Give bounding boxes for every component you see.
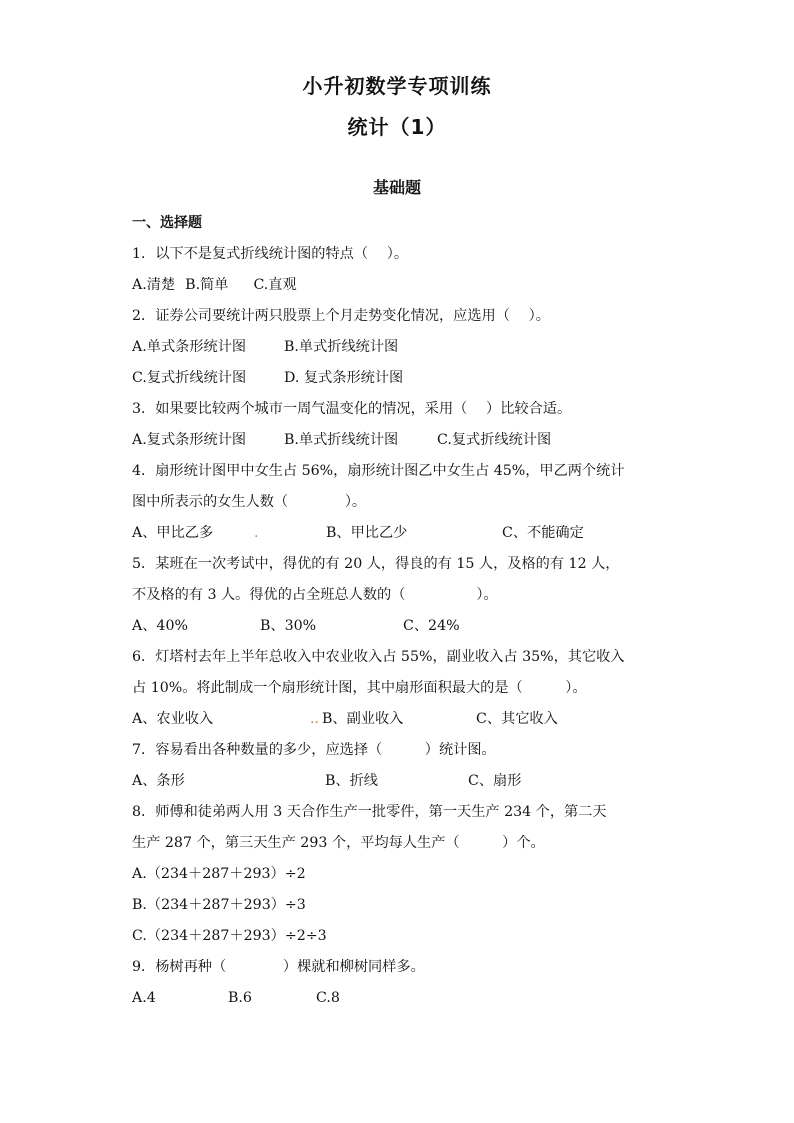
option-a: A、甲比乙多 <box>132 525 214 541</box>
page-subtitle: 统计（1） <box>347 115 447 139</box>
question-6-stem-line-2: 占 10%。将此制成一个扇形统计图，其中扇形面积最大的是（ ）。 <box>132 680 587 696</box>
question-4-options <box>132 518 672 549</box>
category-heading: 一、选择题 <box>132 215 202 231</box>
option-c: C.复式折线统计图 <box>437 432 552 448</box>
option-b: B.6 <box>228 990 252 1006</box>
question-3-stem: 3．如果要比较两个城市一周气温变化的情况，采用（ ）比较合适。 <box>132 401 572 417</box>
question-8-option-b: B.（234＋287＋293）÷3 <box>132 897 306 913</box>
option-a: A.4 <box>132 990 156 1006</box>
option-b: B.单式折线统计图 <box>284 432 399 448</box>
option-c: C、不能确定 <box>502 525 584 541</box>
question-2-stem: 2．证券公司要统计两只股票上个月走势变化情况，应选用（ ）。 <box>132 308 550 324</box>
section-title: 基础题 <box>372 178 421 197</box>
question-list <box>132 208 672 1014</box>
stray-dot-mark: . <box>254 525 259 541</box>
question-1-options <box>132 270 672 301</box>
question-9-options <box>132 983 672 1014</box>
question-3-options <box>132 425 672 456</box>
question-2-options-row-1 <box>132 332 672 363</box>
option-a: A.复式条形统计图 <box>132 432 247 448</box>
question-5-options <box>132 611 672 642</box>
option-c: C.复式折线统计图 <box>132 370 247 386</box>
option-b: B、甲比乙少 <box>326 525 408 541</box>
question-6-options <box>132 704 672 735</box>
option-a: A.单式条形统计图 <box>132 339 247 355</box>
option-c: C.8 <box>316 990 340 1006</box>
question-4-stem-line-2: 图中所表示的女生人数（ ）。 <box>132 494 367 510</box>
question-9-stem: 9．杨树再种（ ）棵就和柳树同样多。 <box>132 959 425 975</box>
option-d: D. 复式条形统计图 <box>284 370 404 386</box>
question-8-stem-line-1: 8．师傅和徒弟两人用 3 天合作生产一批零件，第一天生产 234 个，第二天 <box>132 804 607 820</box>
question-4-stem-line-1: 4．扇形统计图甲中女生占 56%，扇形统计图乙中女生占 45%，甲乙两个统计 <box>132 463 625 479</box>
question-8-option-a: A.（234＋287＋293）÷2 <box>132 866 306 882</box>
question-5-stem-line-1: 5．某班在一次考试中，得优的有 20 人，得良的有 15 人，及格的有 12 人， <box>132 556 620 572</box>
question-7-stem: 7．容易看出各种数量的多少，应选择（ ）统计图。 <box>132 742 496 758</box>
option-a: A、条形 <box>132 773 185 789</box>
option-a: A、40% <box>132 618 188 634</box>
option-c: C、其它收入 <box>476 711 558 727</box>
question-5-stem-line-2: 不及格的有 3 人。得优的占全班总人数的（ ）。 <box>132 587 498 603</box>
option-b: B、副业收入 <box>322 711 404 727</box>
question-8-stem-line-2: 生产 287 个，第三天生产 293 个，平均每人生产（ ）个。 <box>132 835 545 851</box>
page-title: 小升初数学专项训练 <box>302 74 492 98</box>
question-1-stem: 1．以下不是复式折线统计图的特点（ ）。 <box>132 246 409 262</box>
option-b: B、30% <box>260 618 317 634</box>
option-c: C.直观 <box>253 277 297 293</box>
option-c: C、扇形 <box>468 773 522 789</box>
option-a: A.清楚 <box>132 277 176 293</box>
question-6-stem-line-1: 6．灯塔村去年上半年总收入中农业收入占 55%，副业收入占 35%，其它收入 <box>132 649 625 665</box>
option-b: B、折线 <box>325 773 378 789</box>
option-b: B.单式折线统计图 <box>284 339 399 355</box>
question-2-options-row-2 <box>132 363 672 394</box>
question-7-options <box>132 766 672 797</box>
option-a: A、农业收入 <box>132 711 214 727</box>
stray-dot-mark: .. <box>310 711 320 727</box>
question-8-option-c: C.（234＋287＋293）÷2÷3 <box>132 928 327 944</box>
option-c: C、24% <box>403 618 460 634</box>
option-b: B.简单 <box>185 277 229 293</box>
